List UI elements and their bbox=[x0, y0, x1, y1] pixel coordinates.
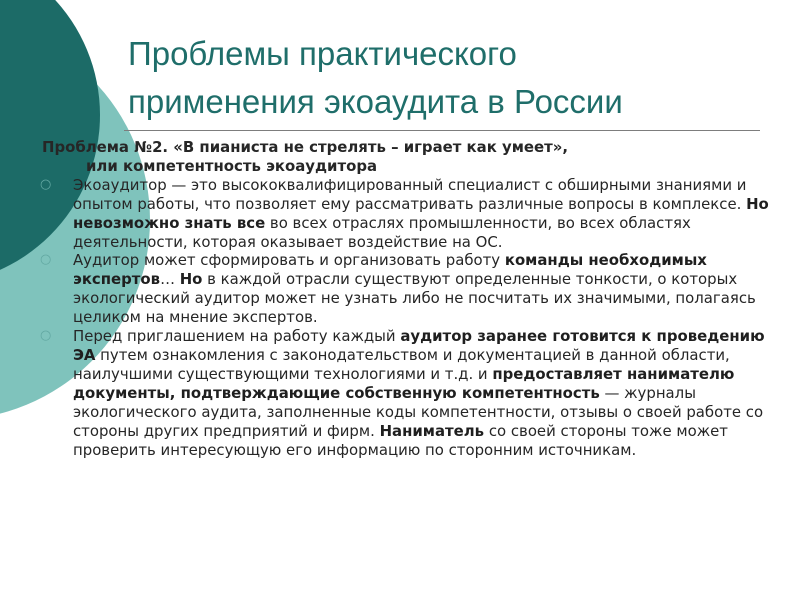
bullet-circle-icon: ○ bbox=[40, 328, 52, 344]
item3-text-4: со своей стороны тоже может проверить интересующую его информацию по сторонним источникам. bbox=[73, 421, 728, 459]
item1-text-1: Экоаудитор — это высококвалифицированный специалист с обширными знаниями и опытом работы, что позволяет ему рассматривать различные вопросы в комплексе. bbox=[73, 175, 747, 213]
item3-bold-3: Наниматель bbox=[379, 421, 485, 440]
item3-bold-1: аудитор заранее готовится к проведению ЭА bbox=[73, 327, 765, 364]
item2-text-3: в каждой отрасли существуют определенные тонкости, о которых экологический аудитор может не узнать либо не посчитать их значимыми, полагаясь целиком на мнение экспертов. bbox=[73, 270, 756, 327]
item1-text-2: во всех отраслях промышленности, во всех областях деятельности, которая оказывает воздействие на ОС. bbox=[73, 213, 691, 251]
item3-text-1: Перед приглашением на работу каждый bbox=[73, 327, 401, 346]
item2-bold-2: Но bbox=[179, 270, 203, 289]
item1-bold-1: Но невозможно знать все bbox=[73, 194, 769, 232]
bullet-circle-icon: ○ bbox=[40, 252, 52, 268]
heading-line-1: Проблема №2. «В пианиста не стрелять – играет как умеет», bbox=[42, 138, 568, 156]
bullet-circle-icon: ○ bbox=[40, 176, 52, 192]
bullet-item-1 bbox=[40, 176, 788, 252]
item3-text-2: путем ознакомления с законодательством и документацией в данной области, наилучшими существующими технологиями и т.д. и bbox=[73, 345, 730, 383]
item3-text-3: — журналы экологического аудита, заполненные коды компетентности, отзывы о своей работе со стороны других предприятий и фирм. bbox=[73, 383, 764, 440]
heading-line-2: или компетентность экоаудитора bbox=[86, 156, 378, 175]
item2-bold-1: команды необходимых экспертов bbox=[73, 251, 707, 289]
bullet-item-3 bbox=[40, 327, 788, 459]
item2-text-1: Аудитор может сформировать и организовать работу bbox=[73, 251, 505, 270]
problem-heading bbox=[40, 138, 788, 176]
item3-bold-2: предоставляет нанимателю документы, подтверждающие собственную компетентность bbox=[73, 364, 735, 402]
title-line-1: Проблемы практического bbox=[128, 35, 517, 72]
bullet-item-2 bbox=[40, 251, 788, 327]
title-divider bbox=[124, 130, 760, 131]
slide-body bbox=[40, 138, 788, 459]
item2-text-2: … bbox=[160, 270, 180, 289]
slide-title bbox=[128, 30, 788, 126]
title-line-2: применения экоаудита в России bbox=[128, 83, 623, 120]
